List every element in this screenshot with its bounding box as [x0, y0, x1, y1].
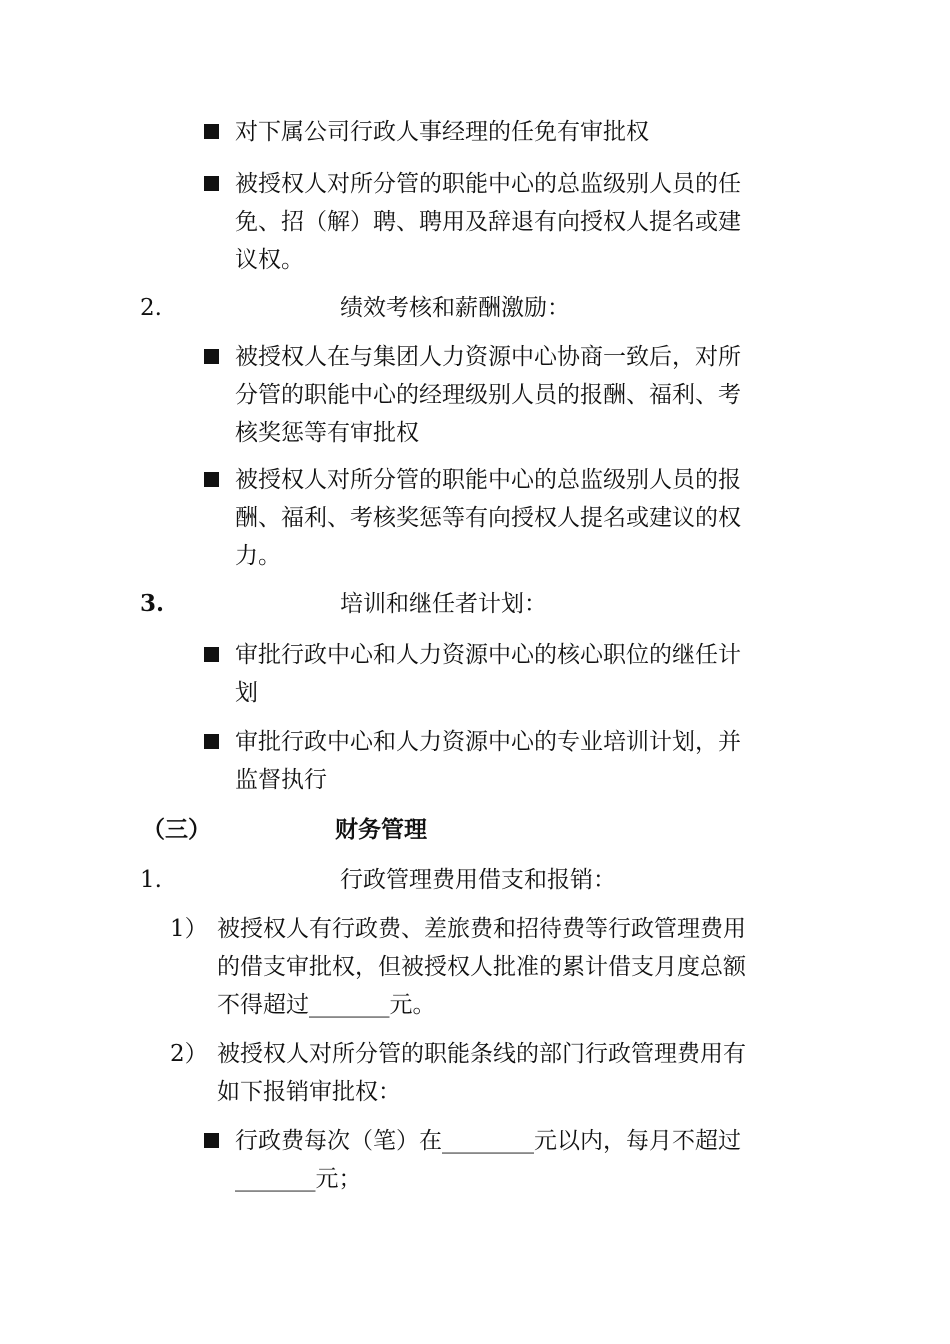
text-line: 被授权人对所分管的职能中心的总监级别人员的报 [235, 467, 741, 493]
text-line: _______元； [235, 1166, 362, 1192]
text-line: 被授权人有行政费、差旅费和招待费等行政管理费用 [217, 916, 746, 942]
heading-number: 3. [140, 590, 165, 617]
section-number: （三） [142, 816, 211, 843]
square-bullet-icon [204, 1133, 219, 1148]
paragraph-number: 1） [170, 916, 208, 942]
heading-number: 1. [140, 867, 162, 893]
square-bullet-icon [204, 349, 219, 364]
text-line: 分管的职能中心的经理级别人员的报酬、福利、考 [235, 382, 741, 408]
text-line: 酬、福利、考核奖惩等有向授权人提名或建议的权 [235, 505, 741, 531]
text-line: 监督执行 [235, 767, 327, 793]
numbered-heading [140, 585, 840, 623]
text-line: 力。 [235, 543, 281, 569]
text-line: 行政费每次（笔）在________元以内，每月不超过 [235, 1128, 741, 1154]
bullet-text [235, 723, 815, 799]
bullet-text [235, 461, 815, 575]
text-line: 如下报销审批权： [217, 1079, 401, 1105]
text-line: 免、招（解）聘、聘用及辞退有向授权人提名或建 [235, 209, 741, 235]
text-line: 的借支审批权，但被授权人批准的累计借支月度总额 [217, 954, 746, 980]
bullet-text [235, 1122, 815, 1198]
paragraph-text [217, 1035, 817, 1111]
heading-title: 行政管理费用借支和报销： [340, 867, 616, 893]
text-line: 审批行政中心和人力资源中心的核心职位的继任计 [235, 642, 741, 668]
bullet-text [235, 165, 815, 279]
paragraph-text [217, 910, 817, 1024]
text-line: 被授权人在与集团人力资源中心协商一致后，对所 [235, 344, 741, 370]
heading-number: 2. [140, 295, 162, 321]
text-line: 被授权人对所分管的职能中心的总监级别人员的任 [235, 171, 741, 197]
bullet-text [235, 113, 815, 151]
numbered-heading [140, 861, 840, 899]
square-bullet-icon [204, 176, 219, 191]
text-line: 对下属公司行政人事经理的任免有审批权 [235, 119, 649, 145]
text-line: 被授权人对所分管的职能条线的部门行政管理费用有 [217, 1041, 746, 1067]
heading-title: 培训和继任者计划： [340, 591, 547, 617]
square-bullet-icon [204, 734, 219, 749]
text-line: 划 [235, 680, 258, 706]
section-title: 财务管理 [335, 816, 427, 843]
text-line: 议权。 [235, 247, 304, 273]
bullet-text [235, 636, 815, 712]
text-line: 核奖惩等有审批权 [235, 420, 419, 446]
square-bullet-icon [204, 124, 219, 139]
numbered-heading [140, 289, 840, 327]
square-bullet-icon [204, 472, 219, 487]
paragraph-number: 2） [170, 1041, 208, 1067]
bullet-text [235, 338, 815, 452]
section-heading [142, 811, 842, 849]
text-line: 审批行政中心和人力资源中心的专业培训计划，并 [235, 729, 741, 755]
text-line: 不得超过_______元。 [217, 992, 436, 1018]
square-bullet-icon [204, 647, 219, 662]
heading-title: 绩效考核和薪酬激励： [340, 295, 570, 321]
